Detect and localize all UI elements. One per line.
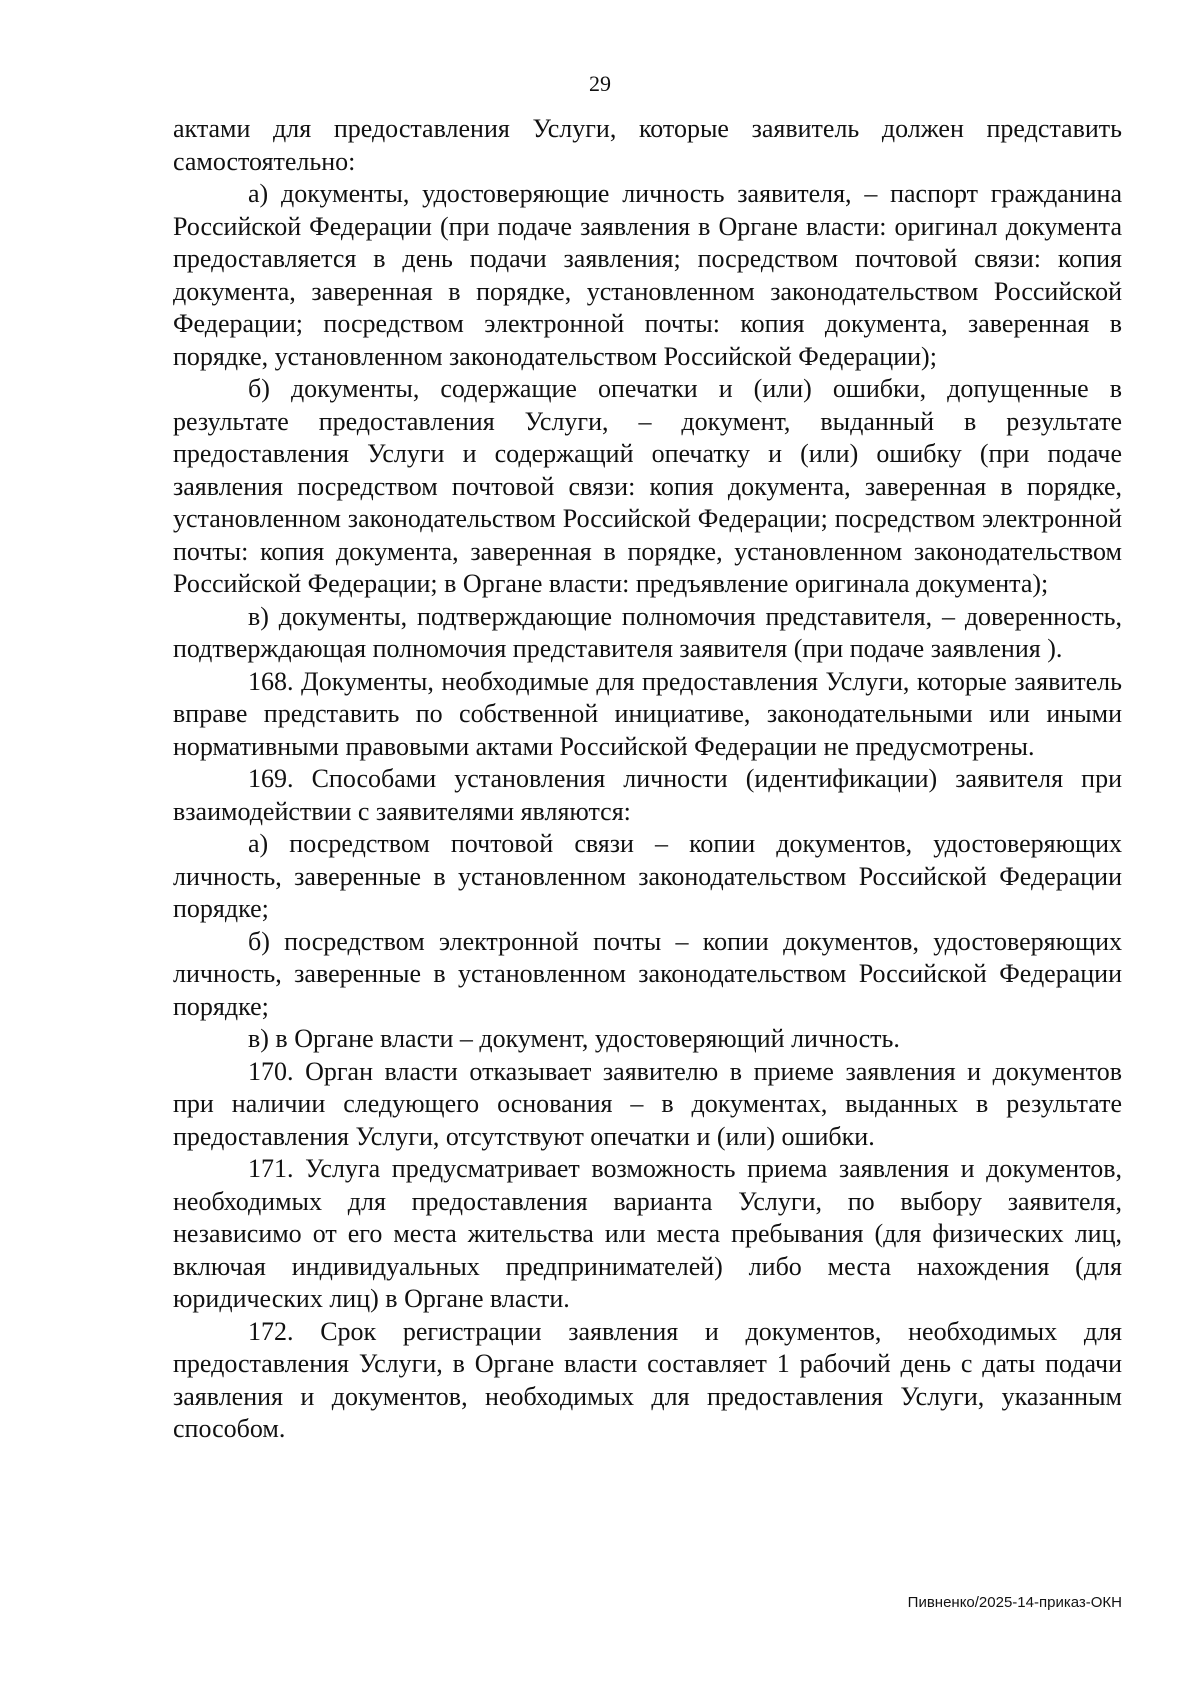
document-body — [173, 113, 1122, 1446]
paragraph-169-a: а) посредством почтовой связи – копии документов, удостоверяющих личность, заверенные в установленном законодательством Российской Федерации порядке; — [173, 829, 1122, 923]
paragraph-item-b: б) документы, содержащие опечатки и (или) ошибки, допущенные в результате предоставления Услуги, – документ, выданный в результате предоставления Услуги и содержащий опечатку и (или) ошибку (при подаче заявления посредством почтовой связи: копия документа, заверенная в порядке, установленном законодательством Российской Федерации; посредством электронной почты: копия документа, заверенная в порядке, установленном законодательством Российской Федерации; в Органе власти: предъявление оригинала документа); — [173, 374, 1122, 598]
document-reference-footer: Пивненко/2025-14-приказ-ОКН — [907, 1594, 1122, 1611]
paragraph-168: 168. Документы, необходимые для предоставления Услуги, которые заявитель вправе представить по собственной инициативе, законодательными или иными нормативными правовыми актами Российской Федерации не предусмотрены. — [173, 666, 1122, 761]
paragraph-172: 172. Срок регистрации заявления и документов, необходимых для предоставления Услуги, в Органе власти составляет 1 рабочий день с даты подачи заявления и документов, необходимых для предоставления Услуги, указанным способом. — [173, 1316, 1122, 1443]
paragraph-169-v: в) в Органе власти – документ, удостоверяющий личность. — [248, 1024, 900, 1053]
paragraph-item-v: в) документы, подтверждающие полномочия представителя, – доверенность, подтверждающая полномочия представителя заявителя (при подаче заявления ). — [173, 601, 1122, 663]
paragraph-171: 171. Услуга предусматривает возможность приема заявления и документов, необходимых для предоставления варианта Услуги, по выбору заявителя, независимо от его места жительства или места пребывания (для физических лиц, включая индивидуальных предпринимателей) либо места нахождения (для юридических лиц) в Органе власти. — [173, 1154, 1122, 1313]
paragraph-169: 169. Способами установления личности (идентификации) заявителя при взаимодействии с заявителями являются: — [173, 764, 1122, 826]
paragraph-item-a: а) документы, удостоверяющие личность заявителя, – паспорт гражданина Российской Федерации (при подаче заявления в Органе власти: оригинал документа предоставляется в день подачи заявления; посредством почтовой связи: копия документа, заверенная в порядке, установленном законодательством Российской Федерации; посредством электронной почты: копия документа, заверенная в порядке, установленном законодательством Российской Федерации); — [173, 179, 1122, 371]
paragraph-169-b: б) посредством электронной почты – копии документов, удостоверяющих личность, заверенные в установленном законодательством Российской Федерации порядке; — [173, 926, 1122, 1021]
paragraph-170: 170. Орган власти отказывает заявителю в приеме заявления и документов при наличии следующего основания – в документах, выданных в результате предоставления Услуги, отсутствуют опечатки и (или) ошибки. — [173, 1056, 1122, 1151]
page-number: 29 — [589, 71, 611, 96]
paragraph-continuation: актами для предоставления Услуги, которые заявитель должен представить самостоятельно: — [173, 114, 1122, 176]
